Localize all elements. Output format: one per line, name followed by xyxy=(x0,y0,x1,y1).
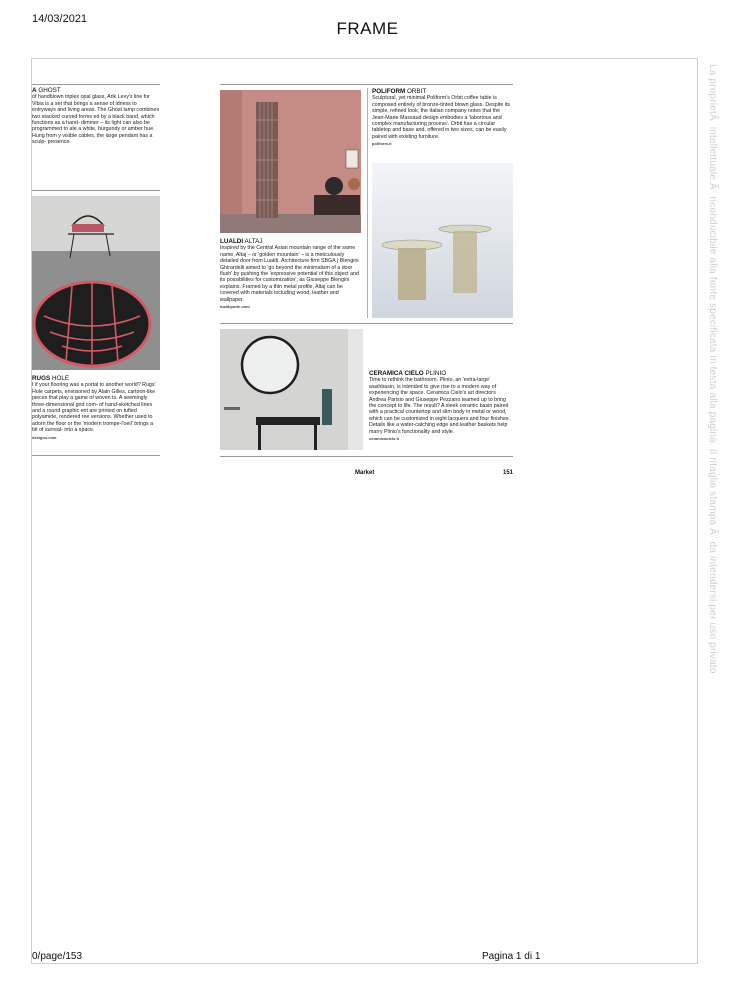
clipping-date: 14/03/2021 xyxy=(32,13,88,25)
table-illustration xyxy=(372,163,513,318)
rule xyxy=(32,455,160,456)
hole-rug-photo xyxy=(32,196,160,370)
brand-name: A xyxy=(32,87,37,94)
lualdi-door-photo xyxy=(220,90,361,233)
rug-illustration xyxy=(32,196,160,370)
rule xyxy=(220,456,513,457)
article-text: Inspired by the Central Asian mountain range of the same name, Altaj – or 'golden mountain' – is a meticulously detailed door from Lualdi. Architecture firm SBGA | Blengini Ghirardelli aimed to 'go beyond the minimalism of a door flush' by pushing the 'expressive potential of this object and its possibilities for customization', as Giuseppe Blengini explains. Framed by a thin metal profile, Altaj can be covered with materials including wood, leather and wallpaper. xyxy=(220,245,359,303)
article-text: Sculptural, yet minimal Poliform's Orbit coffee table is composed entirely of bronze-tinted blown glass. Despite its simple, refined look, the Italian company notes that the Jean-Marie Massaud design embodies a 'laborious and complex manufacturing process'. Orbit has a circular tabletop and base and, offered in two sizes, can be easily paired with existing furniture. xyxy=(372,95,511,140)
source-url: lualdiporte.com xyxy=(220,304,250,310)
page-frame xyxy=(31,58,698,964)
rule xyxy=(220,323,513,324)
source-url: ceramicacielo.it xyxy=(369,436,400,442)
poliform-article xyxy=(372,88,513,146)
brand-name: CERAMICA CIELO xyxy=(369,370,424,377)
lualdi-article xyxy=(220,238,361,309)
source-url: poliform.it xyxy=(372,141,392,147)
product-name: GHOST xyxy=(38,87,61,94)
source-url: designs.com xyxy=(32,434,57,440)
rule xyxy=(220,84,513,85)
magazine-page-number: 151 xyxy=(503,470,514,476)
cielo-article xyxy=(369,370,513,441)
brand-name: POLIFORM xyxy=(372,88,406,95)
ghost-article xyxy=(32,87,160,157)
product-name: PLINIO xyxy=(425,370,447,377)
publication-title: FRAME xyxy=(336,19,399,38)
article-text: Time to rethink the bathroom. Plinio, an 'extra-large' washbasin, is intended to give rise to a modern way of experiencing the space. Ceramica Cielo's art directors Andrea Parisio and Giuseppe Pezzano teamed up to bring the concept to life. The result? A sleek ceramic basin paired with a practical countertop and slim body in metal or wood, which can be customized in eight lacquers and four finishes. Details like a water-catching edge and leather baskets help marry Plinio's functionality and style. xyxy=(369,377,511,435)
article-text: of handblown triplex opal glass, Arik Levy's line for Vibia is a set that brings a sense of ldness to entryways and living areas. The Ghost lamp combines two stacked curved forms ed by a black band, which functions as a hand- dimmer – its light can also be programmed to ate a white, burgundy or amber hue. Hung from y visible cables, the large pendant has a sculp- presence. xyxy=(32,94,160,146)
article-text: t if your flooring was a portal to another world? Rugs' Hole carpets, envisioned by Alain Gilles, cartoon-like pieces that play a game of woven ts. A seemingly three-dimensional grid com- of hand-sketched lines and a round graphic ent are printed on tufted polyamide, rendered ree versions. Whether used to adorn the floor or the 'modern trompe-l'oeil' brings a bit of surreal- into a space. xyxy=(32,382,156,434)
rule xyxy=(32,84,160,85)
rule xyxy=(32,190,160,191)
page-url-fragment: 0/page/153 xyxy=(32,951,83,962)
hole-article xyxy=(32,375,160,455)
column-divider xyxy=(367,88,368,318)
product-name: ALTAJ xyxy=(244,238,263,245)
copyright-notice: La proprietÃ intellettuale Ã¨ riconducibile alla fonte specificata in testa alla pagina. Il ritaglio stampa Ã¨ da intendersi per uso privato xyxy=(707,64,718,674)
product-name: ORBIT xyxy=(406,88,427,95)
product-name: HOLE xyxy=(51,375,70,382)
orbit-table-photo xyxy=(372,163,513,318)
washbasin-illustration xyxy=(220,329,363,450)
door-illustration xyxy=(220,90,361,233)
page-counter: Pagina 1 di 1 xyxy=(482,951,541,962)
plinio-washbasin-photo xyxy=(220,329,363,450)
brand-name: RUGS xyxy=(32,375,51,382)
section-label: Market xyxy=(355,470,375,476)
brand-name: LUALDI xyxy=(220,238,244,245)
